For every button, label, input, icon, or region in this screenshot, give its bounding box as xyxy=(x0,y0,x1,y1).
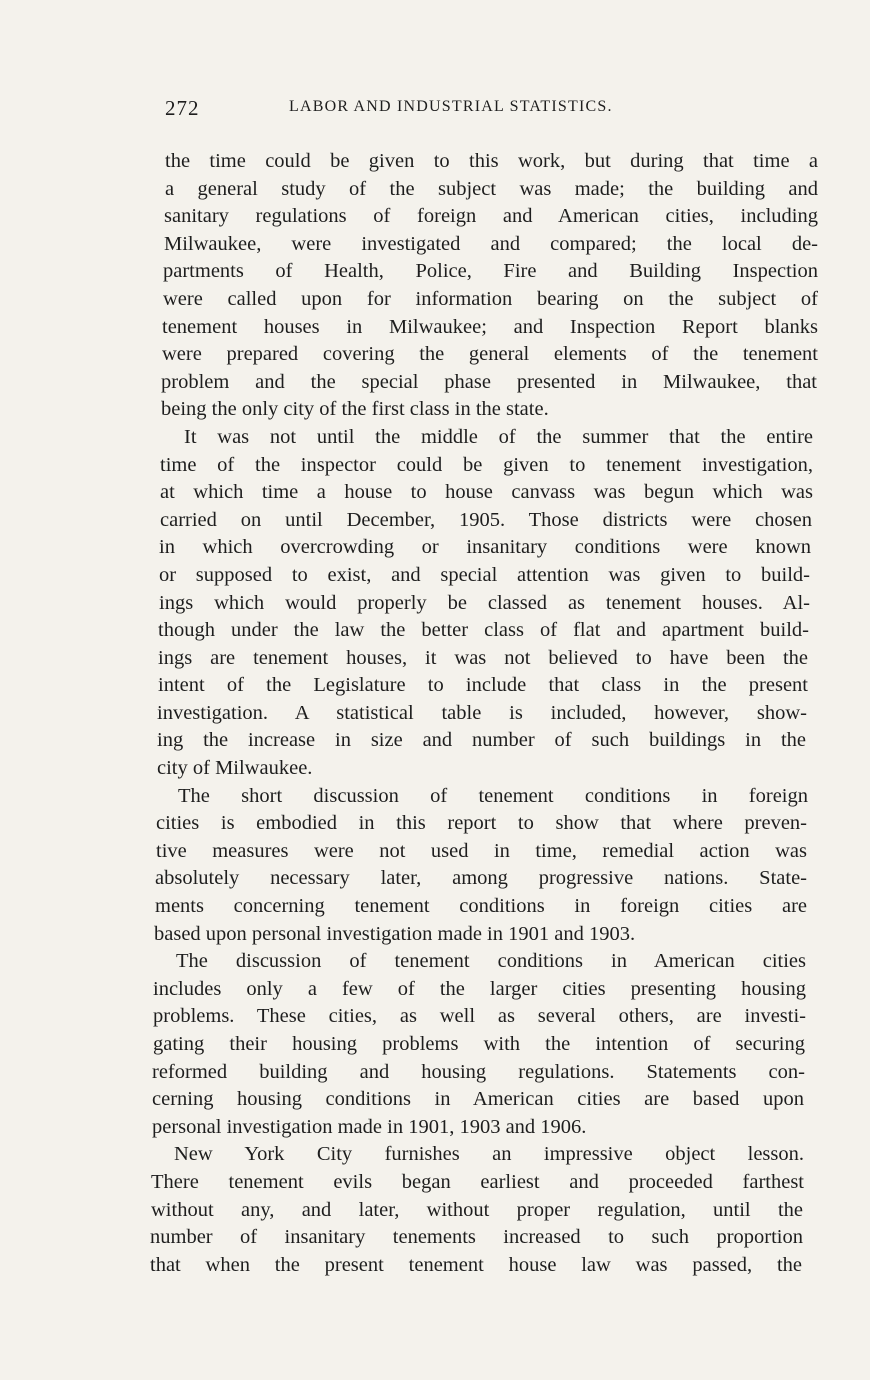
text-line: were prepared covering the general elements of the tenement xyxy=(162,343,818,366)
text-line: the time could be given to this work, but during that time a xyxy=(165,150,818,172)
text-line: The discussion of tenement conditions in American cities xyxy=(176,950,806,973)
text-line: problem and the special phase presented in Milwaukee, that xyxy=(161,370,817,393)
text-line: sanitary regulations of foreign and American cities, including xyxy=(164,205,818,228)
text-line: New York City furnishes an impressive object lesson. xyxy=(174,1143,804,1166)
page-number: 272 xyxy=(165,96,200,120)
text-line: Milwaukee, were investigated and compared; the local de- xyxy=(164,232,818,255)
running-header xyxy=(165,96,700,126)
text-line: in which overcrowding or insanitary conditions were known xyxy=(159,536,811,559)
body-text xyxy=(150,148,818,1279)
text-line: or supposed to exist, and special attention was given to build- xyxy=(159,563,810,586)
text-line: ings are tenement houses, it was not believed to have been the xyxy=(158,646,808,669)
paragraph-1 xyxy=(150,148,818,424)
text-line: at which time a house to house canvass was begun which was xyxy=(160,481,813,504)
text-line: cities is embodied in this report to show that where preven- xyxy=(156,812,807,835)
text-line: It was not until the middle of the summer that the entire xyxy=(184,425,813,448)
text-line: number of insanitary tenements increased to such proportion xyxy=(150,1226,803,1249)
text-line: investigation. A statistical table is included, however, show- xyxy=(157,701,807,724)
text-line: partments of Health, Police, Fire and Building Inspection xyxy=(163,260,818,283)
running-title: LABOR AND INDUSTRIAL STATISTICS. xyxy=(289,98,613,115)
paragraph-3 xyxy=(150,783,818,949)
text-line: personal investigation made in 1901, 1903 and 1906. xyxy=(152,1115,587,1138)
text-line: though under the law the better class of flat and apartment build- xyxy=(158,619,809,642)
text-line: carried on until December, 1905. Those districts were chosen xyxy=(160,508,812,531)
text-line: intent of the Legislature to include that class in the present xyxy=(158,674,808,697)
paragraph-5 xyxy=(150,1141,818,1279)
text-line: based upon personal investigation made in 1901 and 1903. xyxy=(154,922,636,945)
text-line: The short discussion of tenement conditions in foreign xyxy=(178,784,808,807)
text-line: without any, and later, without proper regulation, until the xyxy=(151,1198,803,1221)
text-line: includes only a few of the larger cities presenting housing xyxy=(153,977,806,1000)
text-line: reformed building and housing regulations. Statements con- xyxy=(152,1060,805,1083)
text-line: ing the increase in size and number of such buildings in the xyxy=(157,729,806,752)
text-line: cerning housing conditions in American cities are based upon xyxy=(152,1088,804,1111)
text-line: gating their housing problems with the intention of securing xyxy=(153,1033,805,1055)
text-line: ings which would properly be classed as tenement houses. Al- xyxy=(159,591,810,614)
text-line: city of Milwaukee. xyxy=(157,757,313,780)
text-line: ments concerning tenement conditions in foreign cities are xyxy=(155,895,807,918)
text-line: were called upon for information bearing on the subject of xyxy=(163,287,818,310)
paragraph-2 xyxy=(150,424,818,783)
text-line: absolutely necessary later, among progressive nations. State- xyxy=(155,867,807,890)
text-line: that when the present tenement house law was passed, the xyxy=(150,1253,802,1276)
paragraph-4 xyxy=(150,948,818,1141)
text-line: time of the inspector could be given to tenement investigation, xyxy=(160,453,813,476)
text-line: There tenement evils began earliest and proceeded farthest xyxy=(151,1170,804,1193)
text-line: being the only city of the first class in the state. xyxy=(161,398,549,421)
text-line: tive measures were not used in time, remedial action was xyxy=(156,839,807,862)
text-line: tenement houses in Milwaukee; and Inspection Report blanks xyxy=(162,315,818,338)
text-line: problems. These cities, as well as several others, are investi- xyxy=(153,1005,806,1028)
text-line: a general study of the subject was made; the building and xyxy=(165,177,818,200)
